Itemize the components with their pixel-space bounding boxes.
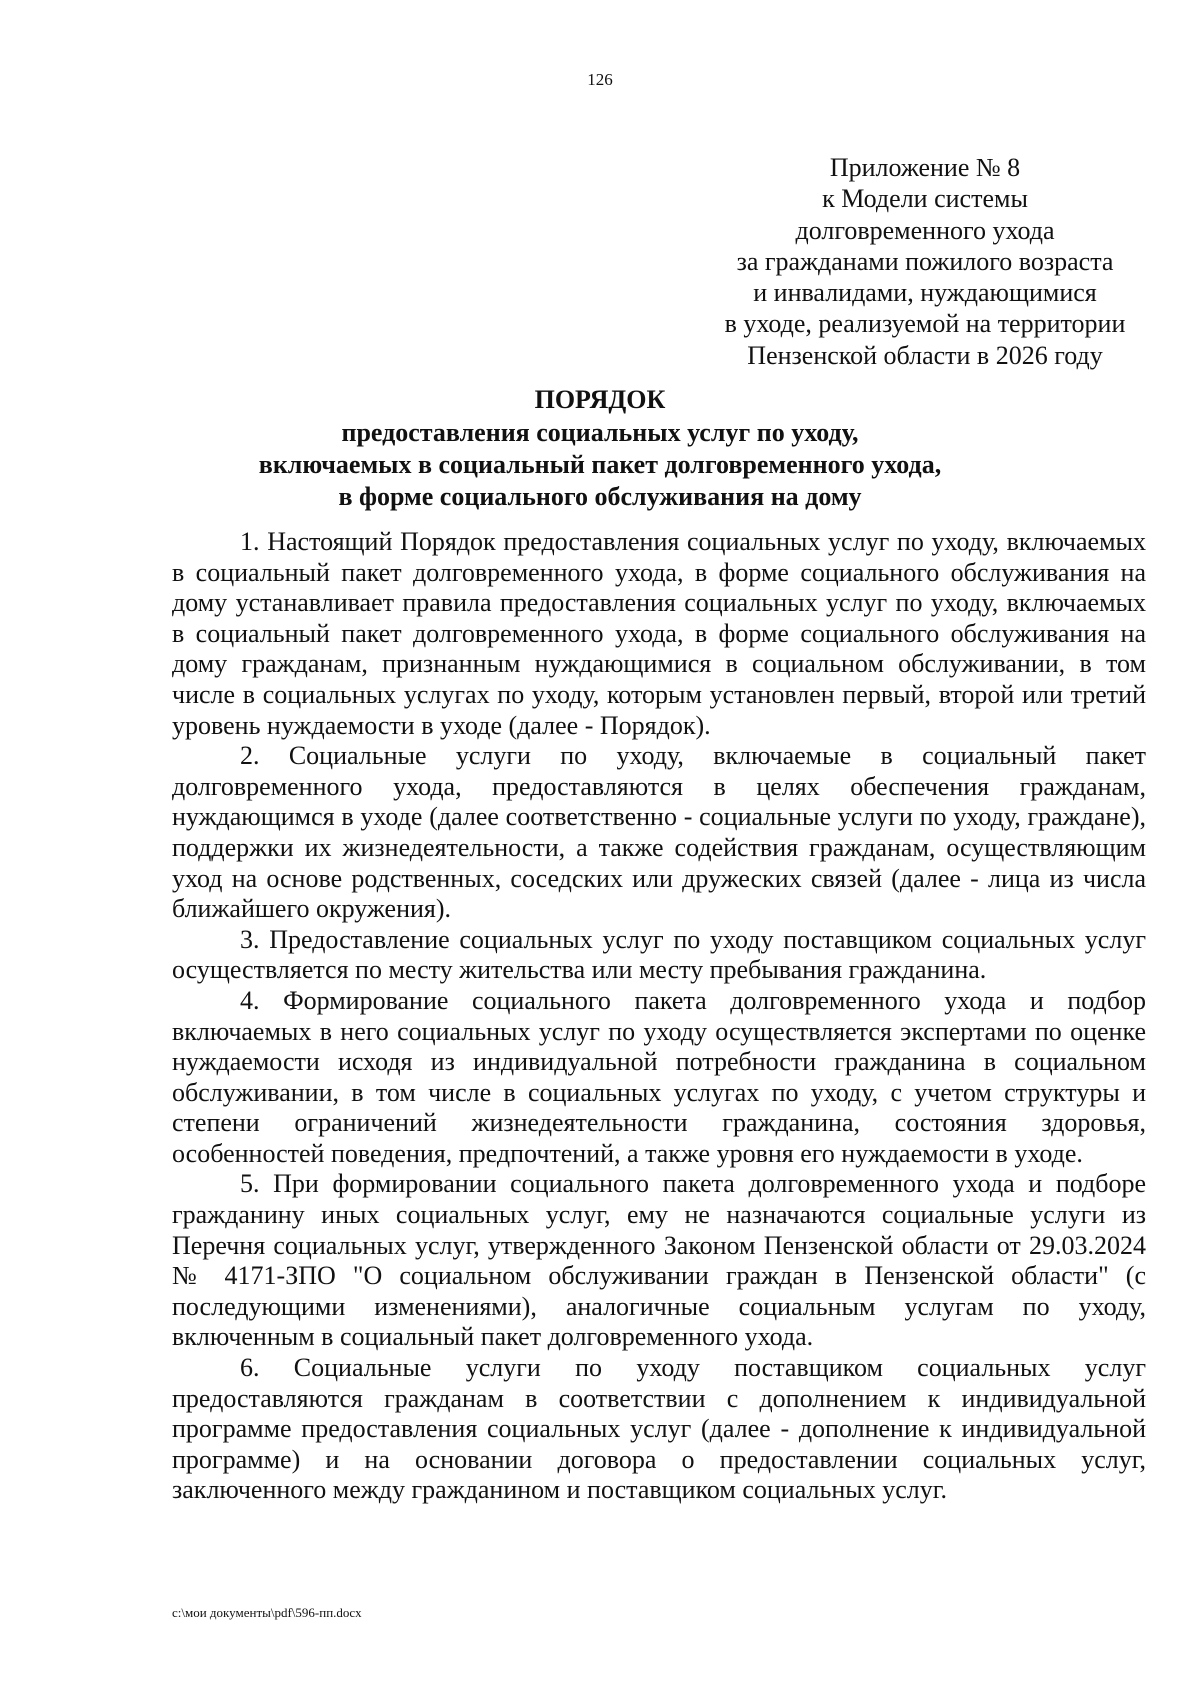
paragraph-4: 4. Формирование социального пакета долговременного ухода и подбор включаемых в него социальных услуг по уходу осуществляется экспертами по оценке нуждаемости исходя из индивидуальной потребности гражданина в социальном обслуживании, в том числе в социальных услугах по уходу, с учетом структуры и степени ограничений жизнедеятельности гражданина, состояния здоровья, особенностей поведения, предпочтений, а также уровня его нуждаемости в уходе. [172,985,1146,1168]
appendix-line: Пензенской области в 2026 году [747,340,1103,370]
document-title [0,383,1200,513]
paragraph-3: 3. Предоставление социальных услуг по уходу поставщиком социальных услуг осуществляется по месту жительства или месту пребывания гражданина. [172,924,1146,985]
title-subtitle-line: включаемых в социальный пакет долговременного ухода, [258,450,942,479]
title-subtitle-line: предоставления социальных услуг по уходу, [341,418,859,447]
page-number: 126 [587,70,613,89]
document-body [172,527,1146,1506]
appendix-line: к Модели системы [822,184,1028,214]
paragraph-1: 1. Настоящий Порядок предоставления социальных услуг по уходу, включаемых в социальный пакет долговременного ухода, в форме социального обслуживания на дому устанавливает правила предоставления социальных услуг по уходу, включаемых в социальный пакет долговременного ухода, в форме социального обслуживания на дому гражданам, признанным нуждающимися в социальном обслуживании, в том числе в социальных услугах по уходу, которым установлен первый, второй или третий уровень нуждаемости в уходе (далее - Порядок). [172,527,1146,740]
appendix-line: в уходе, реализуемой на территории [724,309,1126,339]
paragraph-6: 6. Социальные услуги по уходу поставщиком социальных услуг предоставляются гражданам в соответствии с дополнением к индивидуальной программе предоставления социальных услуг (далее - дополнение к индивидуальной программе) и на основании договора о предоставлении социальных услуг, заключенного между гражданином и поставщиком социальных услуг. [172,1353,1146,1505]
footer-file-path: c:\мои документы\pdf\596-пп.docx [172,1605,362,1620]
appendix-line: Приложение № 8 [829,153,1021,182]
title-main: ПОРЯДОК [534,385,666,414]
paragraph-2: 2. Социальные услуги по уходу, включаемые в социальный пакет долговременного ухода, предоставляются в целях обеспечения гражданам, нуждающимся в уходе (далее соответственно - социальные услуги по уходу, граждане), поддержки их жизнедеятельности, а также содействия гражданам, осуществляющим уход на основе родственных, соседских или дружеских связей (далее - лица из числа ближайшего окружения). [172,741,1146,924]
appendix-line: долговременного ухода [795,215,1055,245]
appendix-line: за гражданами пожилого возраста [736,246,1114,276]
appendix-line: и инвалидами, нуждающимися [753,278,1097,308]
appendix-heading [715,152,1135,371]
title-subtitle-line: в форме социального обслуживания на дому [338,482,862,511]
paragraph-5: 5. При формировании социального пакета долговременного ухода и подборе гражданину иных социальных услуг, ему не назначаются социальные услуги из Перечня социальных услуг, утвержденного Законом Пензенской области от 29.03.2024 № 4171-ЗПО "О социальном обслуживании граждан в Пензенской области" (с последующими изменениями), аналогичные социальным услугам по уходу, включенным в социальный пакет долговременного ухода. [172,1169,1146,1352]
